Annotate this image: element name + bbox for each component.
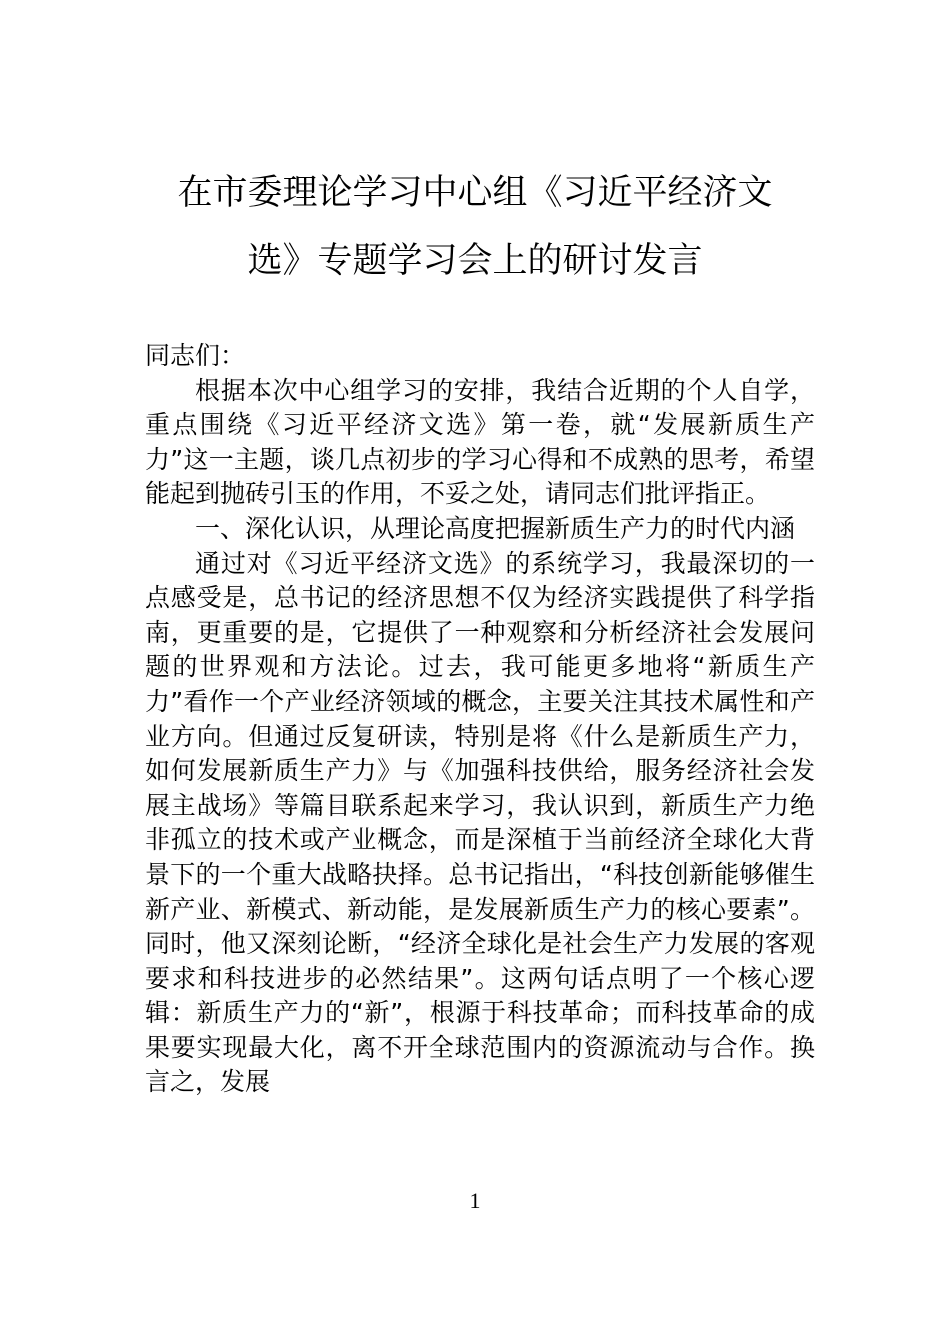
salutation: 同志们： — [145, 341, 246, 370]
document-title-line-1: 在市委理论学习中心组《习近平经济文 — [177, 173, 773, 213]
document-title-line-2: 选》专题学习会上的研讨发言 — [247, 241, 703, 281]
document-body — [145, 339, 815, 1100]
paragraph-section-1: 通过对《习近平经济文选》的系统学习，我最深切的一点感受是，总书记的经济思想不仅为经济实践提供了科学指南，更重要的是，它提供了一种观察和分析经济社会发展问题的世界观和方法论。过去，我可能更多地将“新质生产力”看作一个产业经济领域的概念，主要关注其技术属性和产业方向。但通过反复研读，特别是将《什么是新质生产力，如何发展新质生产力》与《加强科技供给，服务经济社会发展主战场》等篇目联系起来学习，我认识到，新质生产力绝非孤立的技术或产业概念，而是深植于当前经济全球化大背景下的一个重大战略抉择。总书记指出，“科技创新能够催生新产业、新模式、新动能，是发展新质生产力的核心要素”。同时，他又深刻论断，“经济全球化是社会生产力发展的客观要求和科技进步的必然结果”。这两句话点明了一个核心逻辑：新质生产力的“新”，根源于科技革命；而科技革命的成果要实现最大化，离不开全球范围内的资源流动与合作。换言之，发展 — [145, 548, 815, 1097]
page-number: 1 — [469, 1188, 481, 1213]
section-heading-1: 一、深化认识，从理论高度把握新质生产力的时代内涵 — [195, 513, 796, 543]
paragraph-intro: 根据本次中心组学习的安排，我结合近期的个人自学，重点围绕《习近平经济文选》第一卷，就“发展新质生产力”这一主题，谈几点初步的学习心得和不成熟的思考，希望能起到抛砖引玉的作用，不妥之处，请同志们批评指正。 — [145, 375, 815, 509]
